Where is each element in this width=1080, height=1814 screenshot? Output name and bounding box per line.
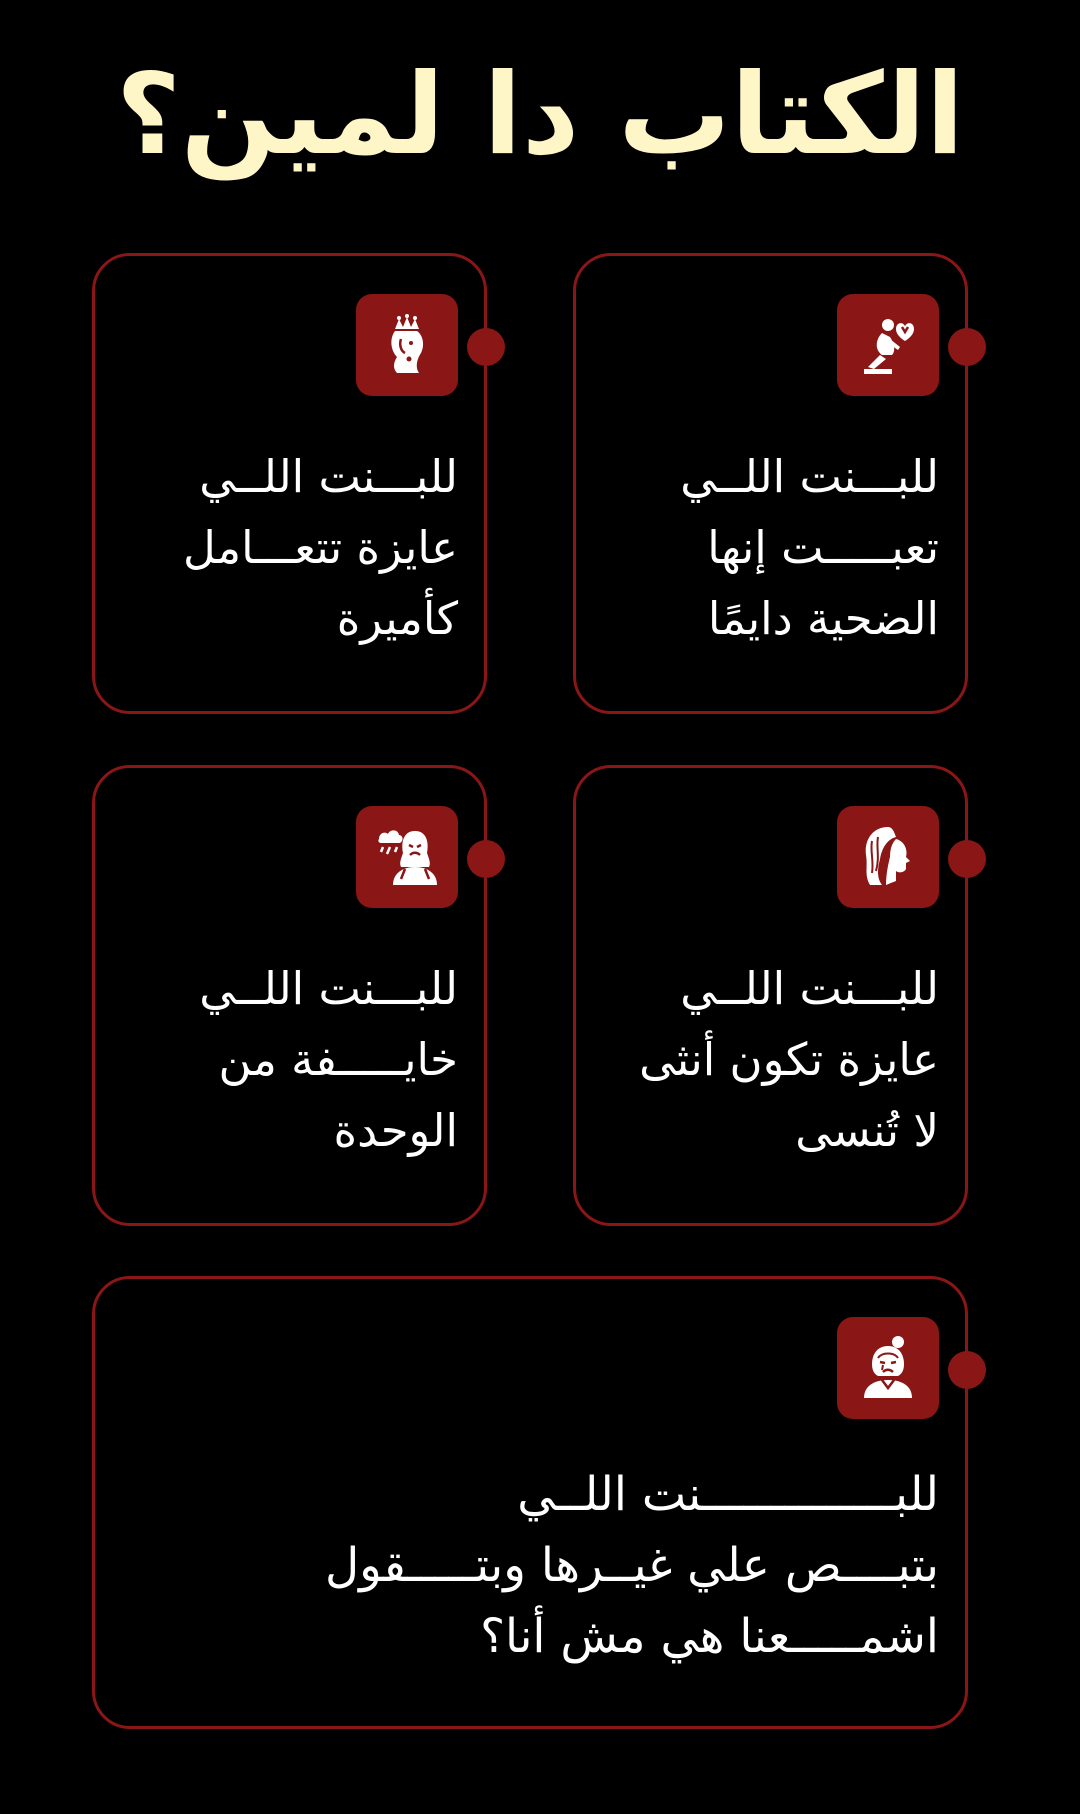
card-text [616, 953, 939, 1166]
card-text [616, 441, 939, 654]
crowned-queen-icon [356, 294, 458, 396]
connector-dot [467, 840, 505, 878]
card-text-line: الضحية دايمًا [707, 592, 939, 645]
card-text [135, 1459, 939, 1672]
card-text-line: اشمـــــعنا هي مش أنا؟ [480, 1609, 939, 1664]
card-text-line: لا تُنسى [795, 1104, 939, 1157]
card-text [135, 441, 458, 654]
card-text-line: تعبـــــت إنها [707, 521, 939, 574]
audience-card-loneliness [92, 765, 487, 1226]
card-text-line: كأميرة [336, 592, 458, 645]
crying-woman-icon [837, 1317, 939, 1419]
card-text-line: للبـــنت اللــي [199, 450, 458, 503]
audience-card-comparison [92, 1276, 968, 1729]
card-text-line: عايزة تتعـــامل [182, 521, 458, 574]
feminine-woman-profile-icon-glyph [852, 821, 924, 893]
page-title: الكتاب دا لمين؟ [115, 50, 965, 180]
sad-woman-rain-cloud-icon-glyph [371, 821, 443, 893]
audience-card-victim [573, 253, 968, 714]
kneeling-heartbroken-icon [837, 294, 939, 396]
card-text-line: خايـــــفة من [218, 1033, 458, 1086]
card-text [135, 953, 458, 1166]
card-text-line: عايزة تكون أنثى [639, 1033, 939, 1086]
feminine-woman-profile-icon [837, 806, 939, 908]
crowned-queen-icon-glyph [371, 309, 443, 381]
connector-dot [948, 840, 986, 878]
connector-dot [467, 328, 505, 366]
kneeling-heartbroken-icon-glyph [852, 309, 924, 381]
card-text-line: للبــــــــــــــنت اللــي [517, 1467, 939, 1522]
card-text-line: الوحدة [333, 1104, 458, 1157]
audience-card-princess [92, 253, 487, 714]
card-text-line: للبـــنت اللــي [680, 962, 939, 1015]
audience-card-femininity [573, 765, 968, 1226]
crying-woman-icon-glyph [852, 1332, 924, 1404]
card-text-line: بتبــــص علي غيــرها وبتـــــقول [324, 1538, 939, 1593]
connector-dot [948, 1351, 986, 1389]
sad-woman-rain-cloud-icon [356, 806, 458, 908]
card-text-line: للبـــنت اللــي [680, 450, 939, 503]
connector-dot [948, 328, 986, 366]
card-text-line: للبـــنت اللــي [199, 962, 458, 1015]
